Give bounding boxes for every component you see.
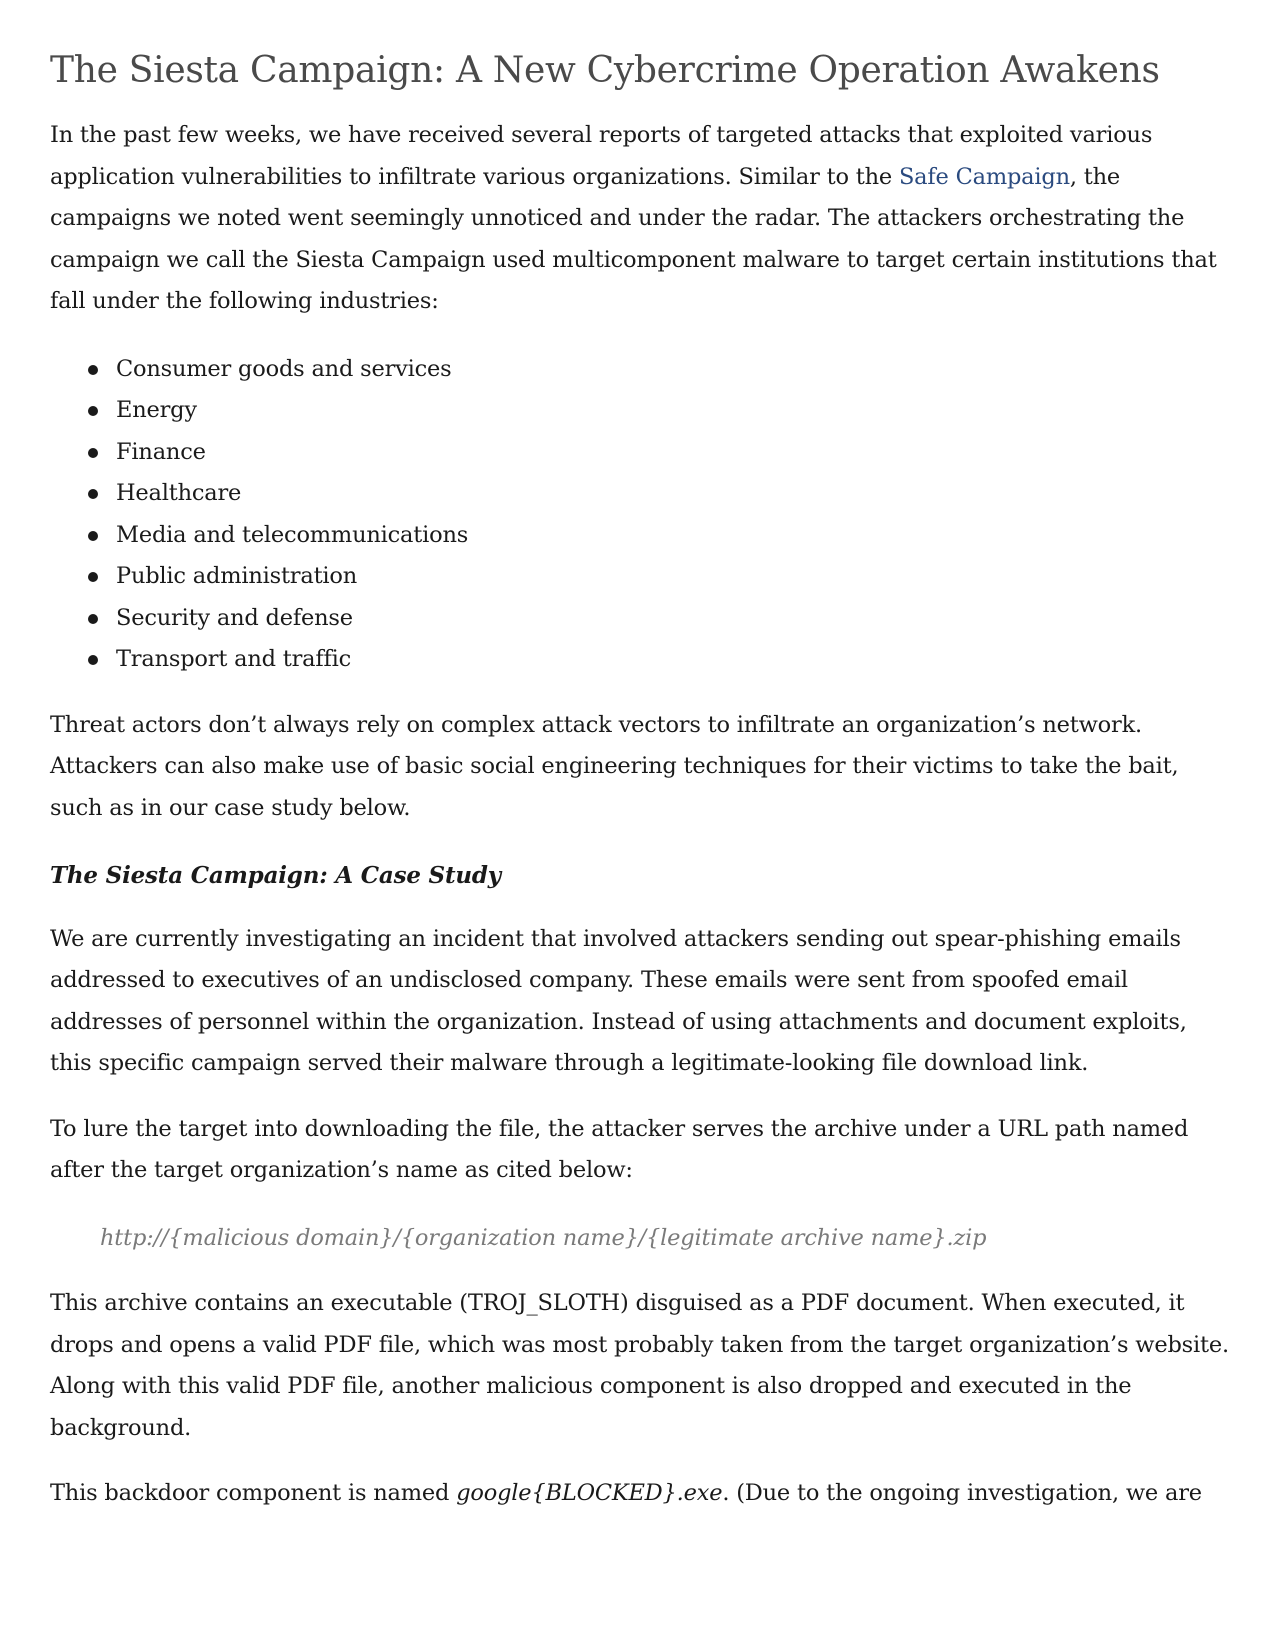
list-item: Energy (88, 390, 1230, 432)
intro-text-after-link: , the campaigns we noted went seemingly unnoticed and under the radar. The attackers orchestrating the campaign we call the Siesta Campaign used multicomponent malware to target certain institutions that fall under the following industries: (50, 163, 1217, 314)
page-title: The Siesta Campaign: A New Cybercrime Operation Awakens (50, 50, 1160, 91)
bullet-icon (88, 448, 98, 458)
list-item: Security and defense (88, 598, 1230, 640)
industries-list (50, 349, 1230, 681)
investigation-paragraph: We are currently investigating an incident that involved attackers sending out spear-phishing emails addressed to executives of an undisclosed company. These emails were sent from spoofed email addresses of personnel within the organization. Instead of using attachments and document exploits, this specific campaign served their malware through a legitimate-looking file download link. (50, 925, 1187, 1076)
intro-paragraph (50, 115, 1230, 323)
list-item: Consumer goods and services (88, 349, 1230, 391)
backdoor-filename: google{BLOCKED}.exe (456, 1480, 723, 1506)
bullet-icon (88, 614, 98, 624)
list-item: Media and telecommunications (88, 515, 1230, 557)
article (50, 48, 1230, 1539)
bullet-icon (88, 531, 98, 541)
threat-paragraph: Threat actors don’t always rely on complex attack vectors to infiltrate an organization’s network. Attackers can also make use of basic social engineering techniques for their victims to take the bait, such as in our case study below. (50, 711, 1179, 821)
bullet-icon (88, 489, 98, 499)
case-study-heading: The Siesta Campaign: A Case Study (50, 862, 501, 889)
lure-paragraph: To lure the target into downloading the file, the attacker serves the archive under a URL path named after the target organization’s name as cited below: (50, 1115, 1189, 1183)
safe-campaign-link[interactable]: Safe Campaign (898, 163, 1070, 190)
intro-text-before-link: In the past few weeks, we have received several reports of targeted attacks that exploited various application vulnerabilities to infiltrate various organizations. Similar to the (50, 122, 1153, 190)
list-item: Public administration (88, 556, 1230, 598)
bullet-icon (88, 406, 98, 416)
archive-paragraph: This archive contains an executable (TROJ_SLOTH) disguised as a PDF document. When executed, it drops and opens a valid PDF file, which was most probably taken from the target organization’s website. Along with this valid PDF file, another malicious component is also dropped and executed in the background. (50, 1290, 1229, 1441)
list-item: Finance (88, 432, 1230, 474)
backdoor-paragraph (50, 1473, 1230, 1515)
list-item: Healthcare (88, 473, 1230, 515)
bullet-icon (88, 655, 98, 665)
list-item: Transport and traffic (88, 639, 1230, 681)
backdoor-text-before: This backdoor component is named (50, 1480, 457, 1506)
bullet-icon (88, 572, 98, 582)
url-example: http://{malicious domain}/{organization name}/{legitimate archive name}.zip (100, 1224, 987, 1251)
backdoor-text-after: . (Due to the ongoing investigation, we are (722, 1480, 1202, 1506)
bullet-icon (88, 365, 98, 375)
